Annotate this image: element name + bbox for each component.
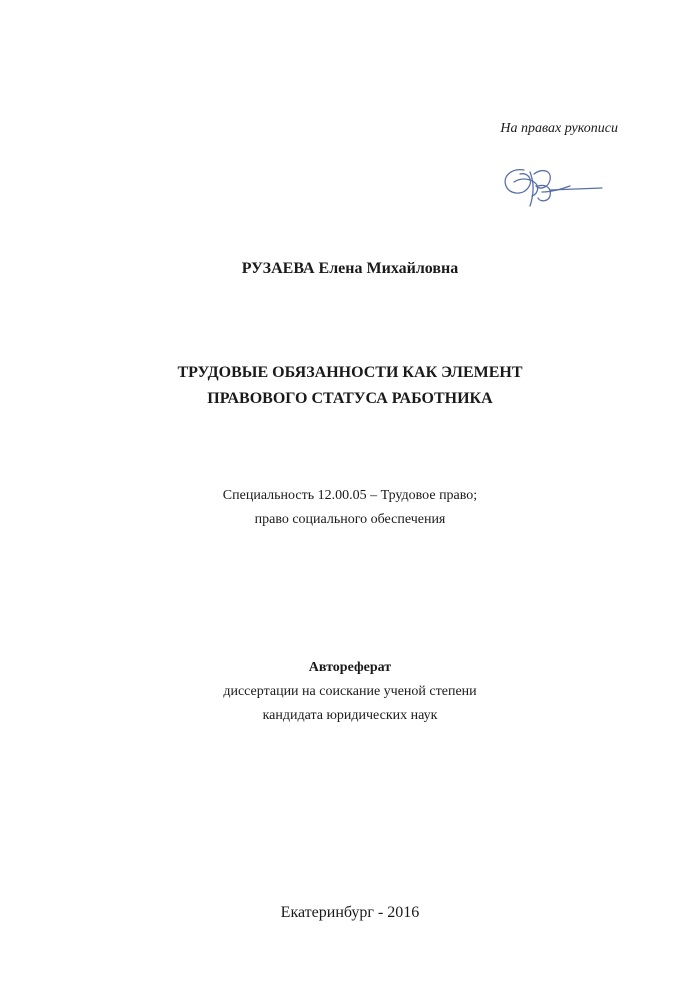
dissertation-title	[0, 360, 700, 412]
author-name: РУЗАЕВА Елена Михайловна	[241, 260, 459, 277]
abstract-line: диссертации на соискание ученой степени	[223, 684, 477, 699]
specialty-block	[0, 484, 700, 532]
handwritten-signature	[494, 162, 606, 208]
abstract-block	[0, 656, 700, 728]
abstract-line: кандидата юридических наук	[262, 708, 438, 723]
title-line: ПРАВОВОГО СТАТУСА РАБОТНИКА	[207, 390, 493, 407]
place-year: Екатеринбург - 2016	[280, 904, 420, 921]
specialty-line: Специальность 12.00.05 – Трудовое право;	[222, 488, 478, 503]
rights-note: На правах рукописи	[500, 121, 618, 136]
title-line: ТРУДОВЫЕ ОБЯЗАННОСТИ КАК ЭЛЕМЕНТ	[177, 364, 523, 381]
abstract-heading: Автореферат	[308, 660, 392, 675]
specialty-line: право социального обеспечения	[254, 512, 446, 527]
